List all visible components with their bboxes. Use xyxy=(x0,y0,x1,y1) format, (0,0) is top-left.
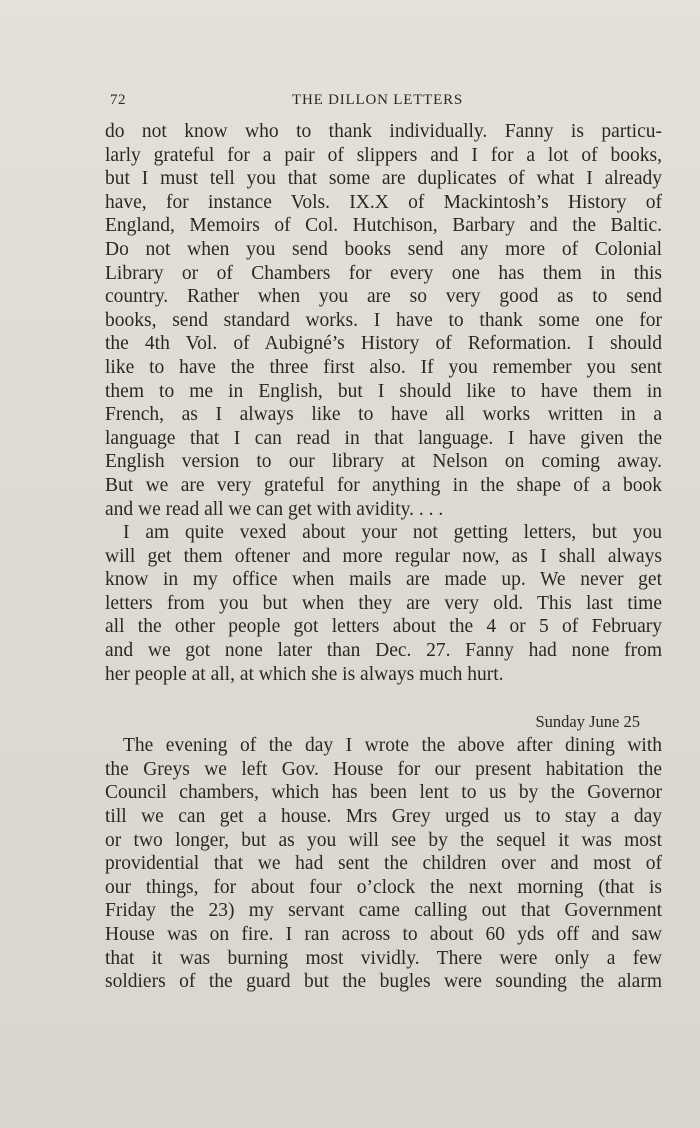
text-line: Friday the 23) my servant came calling out that Government xyxy=(105,900,662,922)
running-title: THE DILLON LETTERS xyxy=(292,92,464,108)
text-line: her people at all, at which she is always much hurt. xyxy=(105,663,504,685)
text-line: House was on fire. I ran across to about 60 yds off and saw xyxy=(105,924,662,945)
page-number: 72 xyxy=(110,92,126,108)
text-line: Library or of Chambers for every one has them in this xyxy=(105,262,662,284)
text-line: like to have the three first also. If you remember you sent xyxy=(105,356,662,378)
text-line: But we are very grateful for anything in the shape of a book xyxy=(105,474,662,496)
text-line: our things, for about four o’clock the next morning (that is xyxy=(105,876,662,898)
text-line: and we got none later than Dec. 27. Fanny had none from xyxy=(105,640,662,662)
paragraph-1 xyxy=(105,120,662,521)
text-line: country. Rather when you are so very good as to send xyxy=(105,286,662,308)
text-line: that it was burning most vividly. There were only a few xyxy=(105,947,662,969)
text-line: will get them oftener and more regular now, as I shall always xyxy=(105,545,662,567)
text-line: do not know who to thank individually. Fanny is particu- xyxy=(105,121,662,142)
paragraph-2 xyxy=(105,521,662,686)
text-line: letters from you but when they are very old. This last time xyxy=(105,592,662,614)
text-line: The evening of the day I wrote the above after dining with xyxy=(123,735,662,757)
text-line: I am quite vexed about your not getting letters, but you xyxy=(123,522,662,544)
text-line: till we can get a house. Mrs Grey urged us to stay a day xyxy=(105,806,662,828)
text-line: and we read all we can get with avidity. . . . xyxy=(105,498,444,520)
text-line: language that I can read in that language. I have given the xyxy=(105,427,662,449)
text-line: but I must tell you that some are duplicates of what I already xyxy=(105,168,662,190)
text-line: soldiers of the guard but the bugles were sounding the alarm xyxy=(105,971,662,993)
text-line: Do not when you send books send any more of Colonial xyxy=(105,238,662,260)
text-line: providential that we had sent the children over and most of xyxy=(105,853,662,875)
text-line: French, as I always like to have all works written in a xyxy=(105,404,662,426)
letter-body xyxy=(105,120,662,994)
text-line: the 4th Vol. of Aubigné’s History of Reformation. I should xyxy=(105,333,662,355)
text-line: books, send standard works. I have to thank some one for xyxy=(105,309,662,331)
text-line: larly grateful for a pair of slippers and I for a lot of books, xyxy=(105,144,662,166)
text-line: or two longer, but as you will see by the sequel it was most xyxy=(105,829,662,851)
text-line: English version to our library at Nelson on coming away. xyxy=(105,451,662,473)
text-line: Council chambers, which has been lent to us by the Governor xyxy=(105,782,662,804)
text-line: the Greys we left Gov. House for our present habitation the xyxy=(105,758,662,780)
dateline: Sunday June 25 xyxy=(535,712,640,732)
paragraph-3 xyxy=(105,734,662,994)
text-line: have, for instance Vols. IX.X of Mackintosh’s History of xyxy=(105,191,662,213)
text-line: all the other people got letters about the 4 or 5 of February xyxy=(105,616,662,638)
text-line: them to me in English, but I should like to have them in xyxy=(105,380,662,402)
text-line: England, Memoirs of Col. Hutchison, Barbary and the Baltic. xyxy=(105,215,662,237)
text-line: know in my office when mails are made up. We never get xyxy=(105,569,662,591)
running-head xyxy=(110,92,665,112)
